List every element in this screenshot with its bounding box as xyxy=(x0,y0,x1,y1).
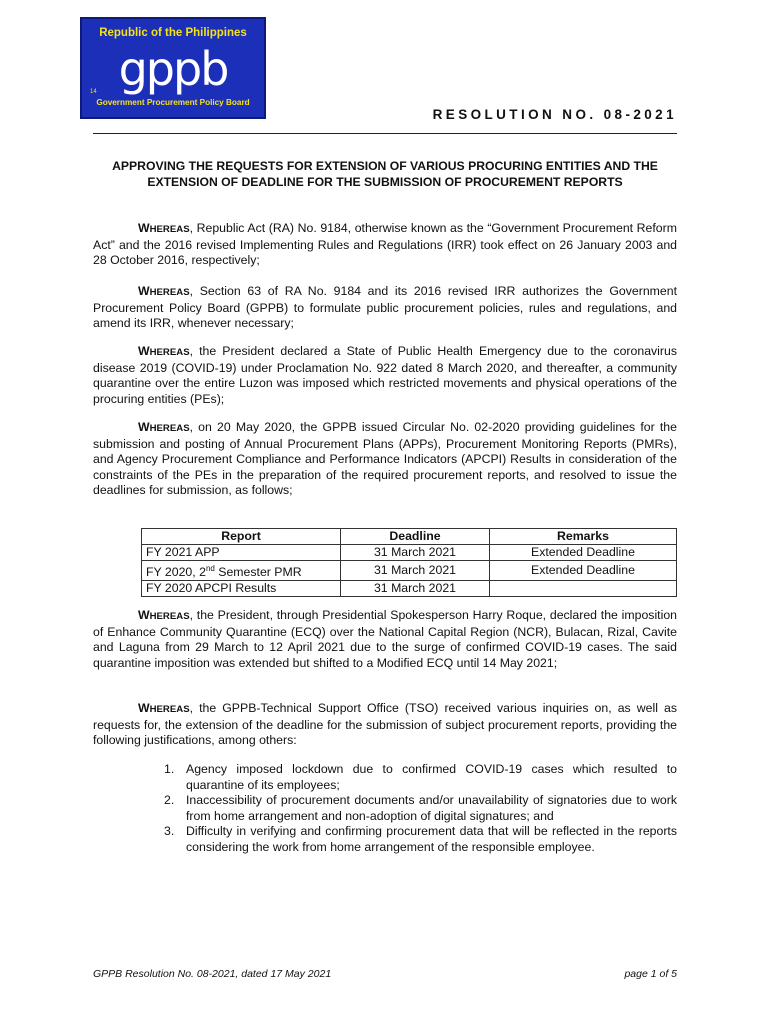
list-item xyxy=(160,762,677,793)
report-ordinal: nd xyxy=(205,564,215,573)
paragraph-text: , Section 63 of RA No. 9184 and its 2016 revised IRR authorizes the Government Procurement Policy Board (GPPB) to formulate public procurement policies, rules and regulations, and amend its IRR, whenever necessary; xyxy=(93,284,677,330)
page-footer xyxy=(93,968,677,980)
paragraph-text: , the GPPB-Technical Support Office (TSO) received various inquiries on, as well as requests for, the extension of the deadline for the submission of subject procurement reports, providing the following justifications, among others: xyxy=(93,701,677,747)
footer-reference: GPPB Resolution No. 08-2021, dated 17 May 2021 xyxy=(93,968,332,980)
column-header-report: Report xyxy=(142,529,341,545)
table-header-row xyxy=(142,529,677,545)
logo-top-text: Republic of the Philippines xyxy=(99,27,247,39)
list-text: Agency imposed lockdown due to confirmed COVID-19 cases which resulted to quarantine of its employees; xyxy=(186,762,677,792)
whereas-label: WHEREAS xyxy=(138,344,190,358)
list-number: 2. xyxy=(164,793,175,807)
column-header-remarks: Remarks xyxy=(490,529,677,545)
justifications-list xyxy=(160,762,677,855)
table-row xyxy=(142,561,677,581)
list-number: 1. xyxy=(164,762,175,776)
whereas-label: WHEREAS xyxy=(138,284,190,298)
paragraph-text: , on 20 May 2020, the GPPB issued Circular No. 02-2020 providing guidelines for the submission and posting of Annual Procurement Plans (APPs), Procurement Monitoring Reports (PMRs), and Agency Procurement Compliance and Performance Indicators (APCPI) Results in consideration of the constraints of the PEs in the preparation of the required procurement reports, and resolved to issue the deadlines for submission, as follows; xyxy=(93,420,677,497)
logo-mark: gppb xyxy=(118,42,228,96)
list-item xyxy=(160,824,677,855)
table-row xyxy=(142,581,677,597)
cell-remarks: Extended Deadline xyxy=(490,545,677,561)
cell-deadline: 31 March 2021 xyxy=(341,581,490,597)
paragraph-text: , the President, through Presidential Spokesperson Harry Roque, declared the imposition of Enhance Community Quarantine (ECQ) over the National Capital Region (NCR), Bulacan, Rizal, Cavite and Laguna from 29 March to 12 April 2021 due to the surge of confirmed COVID-19 cases. The said quarantine imposition was extended but shifted to a Modified ECQ until 14 May 2021; xyxy=(93,608,677,670)
footer-page-number: page 1 of 5 xyxy=(624,968,677,980)
header-divider xyxy=(93,133,677,134)
cell-remarks: Extended Deadline xyxy=(490,561,677,581)
whereas-paragraph-6 xyxy=(93,701,677,749)
whereas-paragraph-3 xyxy=(93,344,677,407)
logo-small-text: 14 xyxy=(90,89,97,95)
paragraph-text: , Republic Act (RA) No. 9184, otherwise known as the “Government Procurement Reform Act” and the 2016 revised Implementing Rules and Regulations (IRR) took effect on 26 January 2003 and 28 October 2016, respectively; xyxy=(93,221,677,267)
report-text: Semester PMR xyxy=(214,565,302,580)
cell-report: FY 2020 APCPI Results xyxy=(142,581,341,597)
list-text: Inaccessibility of procurement documents and/or unavailability of signatories due to work from home arrangement and non-adoption of digital signatures; and xyxy=(186,793,677,823)
whereas-label: WHEREAS xyxy=(138,221,190,235)
whereas-paragraph-5 xyxy=(93,608,677,671)
report-deadline-table xyxy=(141,528,677,597)
cell-deadline: 31 March 2021 xyxy=(341,561,490,581)
cell-deadline: 31 March 2021 xyxy=(341,545,490,561)
list-number: 3. xyxy=(164,824,175,838)
whereas-label: WHEREAS xyxy=(138,608,190,622)
cell-remarks xyxy=(490,581,677,597)
report-text: FY 2020, 2 xyxy=(146,565,206,580)
whereas-label: WHEREAS xyxy=(138,420,190,434)
table-row xyxy=(142,545,677,561)
whereas-label: WHEREAS xyxy=(138,701,190,715)
cell-report xyxy=(142,561,341,581)
gppb-logo xyxy=(80,17,266,119)
whereas-paragraph-4 xyxy=(93,420,677,499)
cell-report: FY 2021 APP xyxy=(142,545,341,561)
column-header-deadline: Deadline xyxy=(341,529,490,545)
paragraph-text: , the President declared a State of Public Health Emergency due to the coronavirus disease 2019 (COVID-19) under Proclamation No. 922 dated 8 March 2020, and thereafter, a community quarantine over the entire Luzon was imposed which restricted movements and physical operations of the procuring entities (PEs); xyxy=(93,344,677,406)
whereas-paragraph-2 xyxy=(93,284,677,332)
list-item xyxy=(160,793,677,824)
document-heading: APPROVING THE REQUESTS FOR EXTENSION OF VARIOUS PROCURING ENTITIES AND THE EXTENSION OF DEADLINE FOR THE SUBMISSION OF PROCUREMENT REPORTS xyxy=(112,159,658,189)
whereas-paragraph-1 xyxy=(93,221,677,269)
resolution-title: RESOLUTION NO. 08-2021 xyxy=(432,107,677,122)
logo-bottom-text: Government Procurement Policy Board xyxy=(96,98,250,107)
list-text: Difficulty in verifying and confirming procurement data that will be reflected in the reports considering the work from home arrangement of the responsible employee. xyxy=(186,824,677,854)
